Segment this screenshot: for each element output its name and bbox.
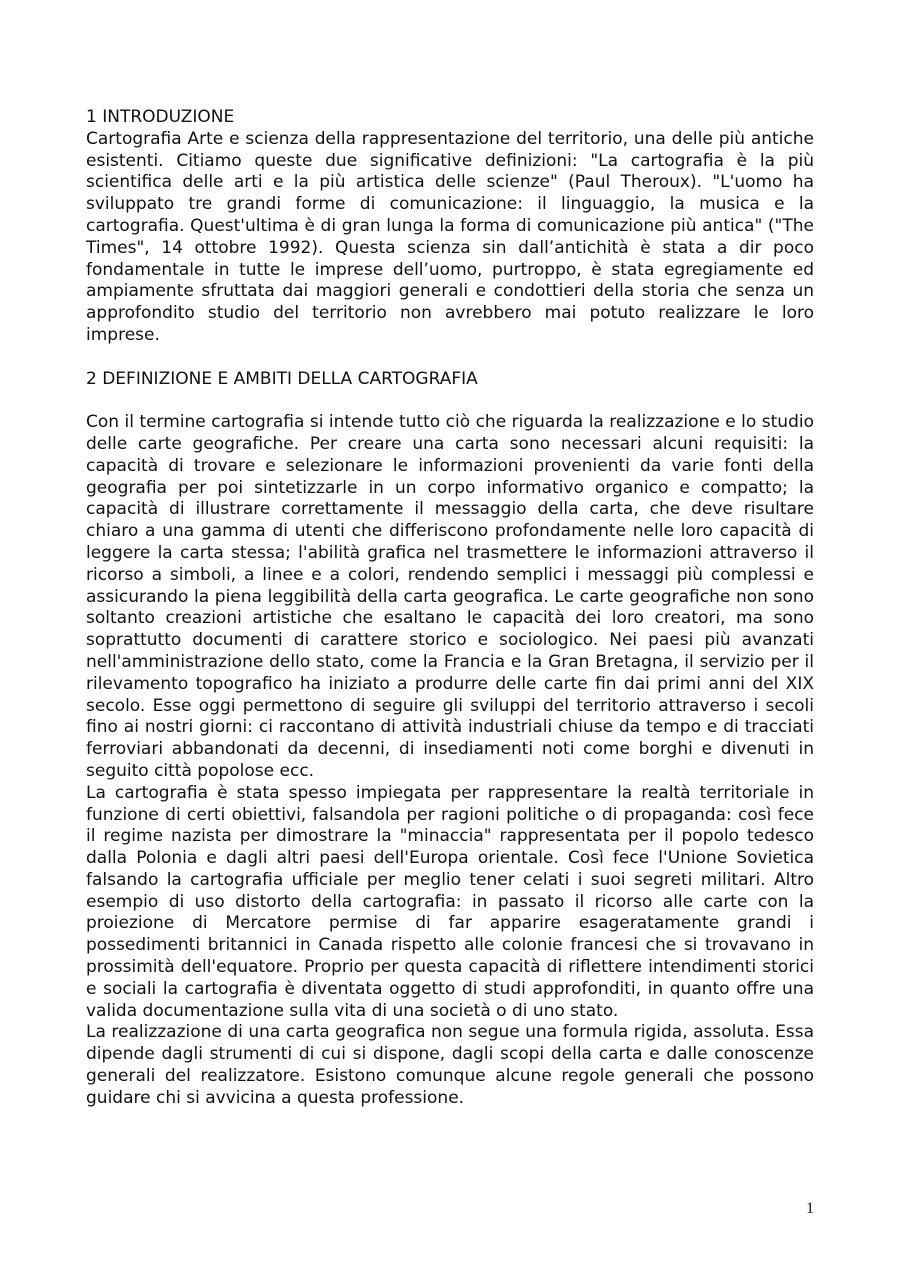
section-heading-definizione: 2 DEFINIZIONE E AMBITI DELLA CARTOGRAFIA — [86, 368, 478, 389]
document-page — [86, 107, 814, 1110]
paragraph-definizione: Con il termine cartografia si intende tutto ciò che riguarda la realizzazione e lo studio delle carte geografiche. Per creare una carta sono necessari alcuni requisiti: la capacità di trovare e selezionare le informazioni provenienti da varie fonti della geografia per poi sintetizzarle in un corpo informativo organico e compatto; la capacità di illustrare correttamente il messaggio della carta, che deve risultare chiaro a una gamma di utenti che differiscono profondamente nelle loro capacità di leggere la carta stessa; l'abilità grafica nel trasmettere le informazioni attraverso il ricorso a simboli, a linee e a colori, rendendo semplici i messaggi più complessi e assicurando la piena leggibilità della carta geografica. Le carte geografiche non sono soltanto creazioni artistiche che esaltano le capacità dei loro creatori, ma sono soprattutto documenti di carattere storico e sociologico. Nei paesi più avanzati nell'amministrazione dello stato, come la Francia e la Gran Bretagna, il servizio per il rilevamento topografico ha iniziato a produrre delle carte fin dai primi anni del XIX secolo. Esse oggi permettono di seguire gli sviluppi del territorio attraverso i secoli fino ai nostri giorni: ci raccontano di attività industriali chiuse da tempo e di tracciati ferroviari abbandonati da decenni, di insediamenti noti come borghi e divenuti in seguito città popolose ecc. — [86, 412, 814, 781]
page-number: 1 — [806, 1200, 814, 1217]
section-heading-introduzione: 1 INTRODUZIONE — [86, 107, 235, 127]
paragraph-realizzazione: La realizzazione di una carta geografica non segue una formula rigida, assoluta. Essa dipende dagli strumenti di cui si dispone, dagli scopi della carta e dalle conoscenze generali del realizzatore. Esistono comunque alcune regole generali che possono guidare chi si avvicina a questa professione. — [86, 1022, 814, 1108]
blank-line — [86, 347, 814, 369]
blank-line — [86, 390, 814, 412]
paragraph-propaganda: La cartografia è stata spesso impiegata per rappresentare la realtà territoriale in funzione di certi obiettivi, falsandola per ragioni politiche o di propaganda: così fece il regime nazista per dimostrare la "minaccia" rappresentata per il popolo tedesco dalla Polonia e dagli altri paesi dell'Europa orientale. Così fece l'Unione Sovietica falsando la cartografia ufficiale per meglio tener celati i suoi segreti militari. Altro esempio di uso distorto della cartografia: in passato il ricorso alle carte con la proiezione di Mercatore permise di far apparire esageratamente grandi i possedimenti britannici in Canada rispetto alle colonie francesi che si trovavano in prossimità dell'equatore. Proprio per questa capacità di riflettere intendimenti storici e sociali la cartografia è diventata oggetto di studi approfonditi, in quanto offre una valida documentazione sulla vita di una società o di uno stato. — [86, 782, 814, 1021]
paragraph-introduzione: Cartografia Arte e scienza della rappresentazione del territorio, una delle più antiche esistenti. Citiamo queste due significative definizioni: "La cartografia è la più scientifica delle arti e la più artistica delle scienze" (Paul Theroux). "L'uomo ha sviluppato tre grandi forme di comunicazione: il linguaggio, la musica e la cartografia. Quest'ultima è di gran lunga la forma di comunicazione più antica" ("The Times", 14 ottobre 1992). Questa scienza sin dall’antichità è stata a dir poco fondamentale in tutte le imprese dell’uomo, purtroppo, è stata egregiamente ed ampiamente sfruttata dai maggiori generali e condottieri della storia che senza un approfondito studio del territorio non avrebbero mai potuto realizzare le loro imprese. — [86, 128, 814, 345]
